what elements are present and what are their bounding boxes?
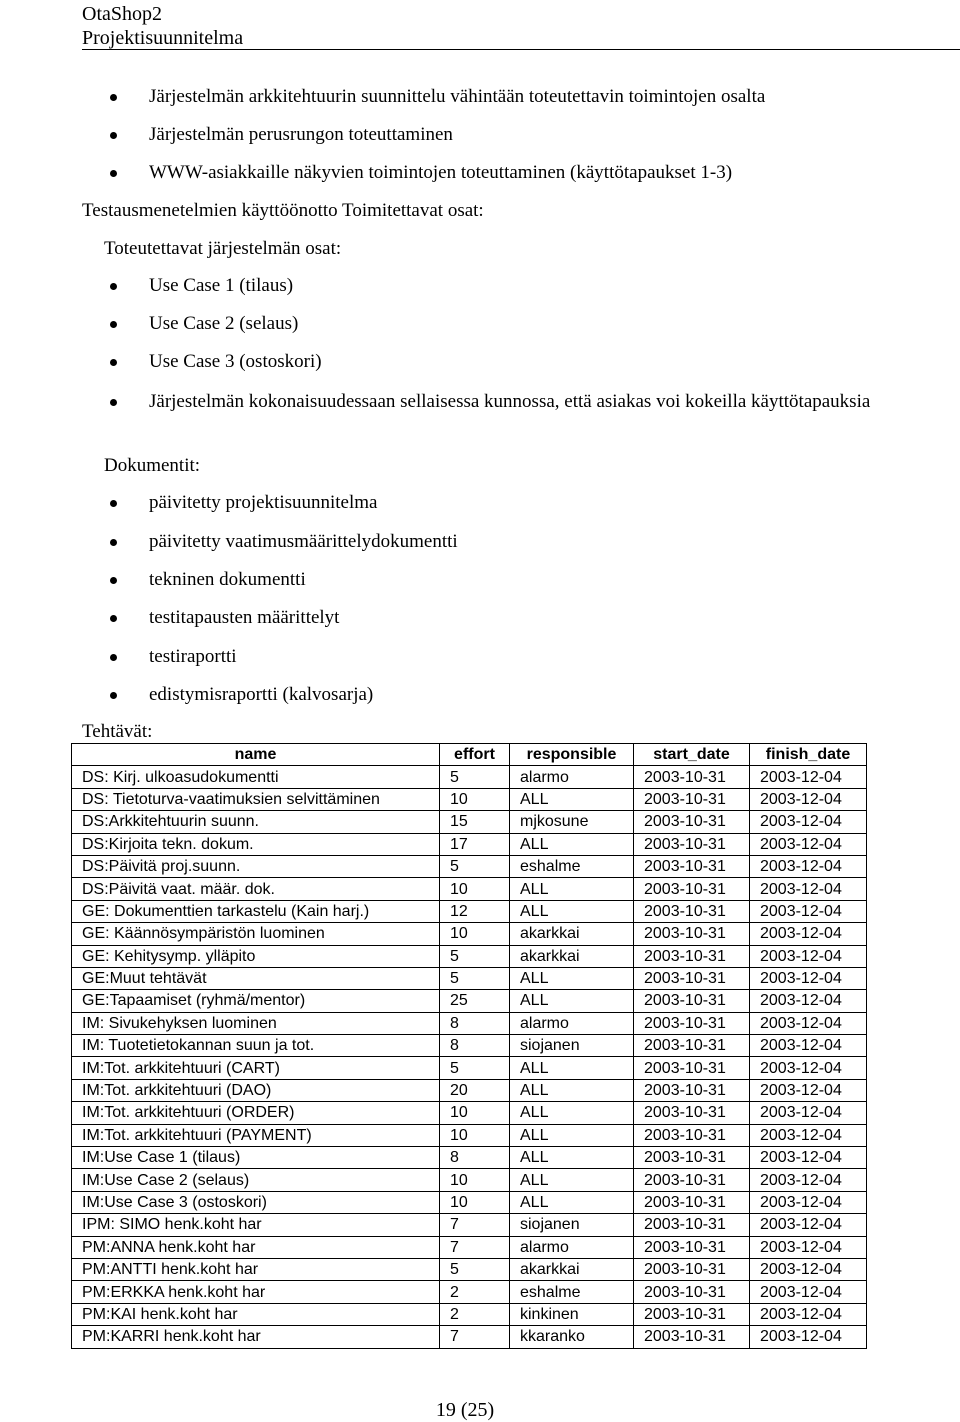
- table-row: [72, 1079, 867, 1101]
- cell-name: PM:ANTTI henk.koht har: [72, 1258, 440, 1280]
- list-item-text: Järjestelmän kokonaisuudessaan sellaisessa kunnossa, että asiakas voi kokeilla käyttötapauksia: [149, 391, 871, 412]
- table-row: [72, 1214, 867, 1236]
- cell-effort: 7: [440, 1214, 510, 1236]
- cell-start-date: 2003-10-31: [634, 945, 750, 967]
- cell-name: PM:KAI henk.koht har: [72, 1303, 440, 1325]
- cell-effort: 17: [440, 833, 510, 855]
- cell-name: PM:ERKKA henk.koht har: [72, 1281, 440, 1303]
- cell-name: IM:Use Case 3 (ostoskori): [72, 1191, 440, 1213]
- bullet-icon: [110, 359, 117, 366]
- cell-effort: 8: [440, 1012, 510, 1034]
- cell-effort: 25: [440, 990, 510, 1012]
- cell-responsible: kinkinen: [510, 1303, 634, 1325]
- table-row: [72, 1281, 867, 1303]
- cell-responsible: siojanen: [510, 1035, 634, 1057]
- cell-start-date: 2003-10-31: [634, 1326, 750, 1348]
- list-item-text: Use Case 2 (selaus): [149, 313, 299, 334]
- cell-responsible: ALL: [510, 788, 634, 810]
- cell-effort: 5: [440, 1258, 510, 1280]
- table-row: [72, 1303, 867, 1325]
- cell-name: IM:Tot. arkkitehtuuri (PAYMENT): [72, 1124, 440, 1146]
- cell-finish-date: 2003-12-04: [750, 1214, 867, 1236]
- cell-effort: 10: [440, 1169, 510, 1191]
- cell-responsible: ALL: [510, 1102, 634, 1124]
- cell-start-date: 2003-10-31: [634, 833, 750, 855]
- document-title: OtaShop2: [82, 3, 162, 25]
- cell-effort: 2: [440, 1303, 510, 1325]
- cell-effort: 5: [440, 967, 510, 989]
- table-row: [72, 1258, 867, 1280]
- cell-start-date: 2003-10-31: [634, 1191, 750, 1213]
- table-row: [72, 1169, 867, 1191]
- cell-finish-date: 2003-12-04: [750, 1303, 867, 1325]
- cell-finish-date: 2003-12-04: [750, 900, 867, 922]
- cell-start-date: 2003-10-31: [634, 1169, 750, 1191]
- list-item-text: testitapausten määrittelyt: [149, 607, 340, 628]
- cell-responsible: ALL: [510, 833, 634, 855]
- cell-responsible: ALL: [510, 1191, 634, 1213]
- bullet-icon: [110, 577, 117, 584]
- bullet-icon: [110, 94, 117, 101]
- table-row: [72, 811, 867, 833]
- cell-finish-date: 2003-12-04: [750, 788, 867, 810]
- table-row: [72, 855, 867, 877]
- cell-responsible: mjkosune: [510, 811, 634, 833]
- cell-name: DS: Kirj. ulkoasudokumentti: [72, 766, 440, 788]
- cell-effort: 7: [440, 1236, 510, 1258]
- cell-finish-date: 2003-12-04: [750, 766, 867, 788]
- cell-start-date: 2003-10-31: [634, 1258, 750, 1280]
- cell-responsible: ALL: [510, 990, 634, 1012]
- cell-responsible: eshalme: [510, 855, 634, 877]
- cell-start-date: 2003-10-31: [634, 1281, 750, 1303]
- cell-finish-date: 2003-12-04: [750, 1147, 867, 1169]
- cell-start-date: 2003-10-31: [634, 1012, 750, 1034]
- cell-name: GE: Käännösympäristön luominen: [72, 923, 440, 945]
- table-row: [72, 1326, 867, 1348]
- column-header-finish-date: finish_date: [750, 744, 867, 766]
- cell-start-date: 2003-10-31: [634, 923, 750, 945]
- cell-start-date: 2003-10-31: [634, 766, 750, 788]
- cell-start-date: 2003-10-31: [634, 1057, 750, 1079]
- cell-name: IM: Tuotetietokannan suun ja tot.: [72, 1035, 440, 1057]
- table-row: [72, 1057, 867, 1079]
- table-row: [72, 923, 867, 945]
- cell-responsible: akarkkai: [510, 945, 634, 967]
- cell-start-date: 2003-10-31: [634, 990, 750, 1012]
- cell-responsible: akarkkai: [510, 1258, 634, 1280]
- cell-start-date: 2003-10-31: [634, 1147, 750, 1169]
- cell-finish-date: 2003-12-04: [750, 1326, 867, 1348]
- bullet-icon: [110, 654, 117, 661]
- cell-responsible: alarmo: [510, 1012, 634, 1034]
- table-row: [72, 1147, 867, 1169]
- cell-start-date: 2003-10-31: [634, 878, 750, 900]
- cell-effort: 5: [440, 766, 510, 788]
- list-item-text: edistymisraportti (kalvosarja): [149, 684, 374, 705]
- table-row: [72, 833, 867, 855]
- cell-start-date: 2003-10-31: [634, 855, 750, 877]
- cell-responsible: kkaranko: [510, 1326, 634, 1348]
- cell-finish-date: 2003-12-04: [750, 1191, 867, 1213]
- cell-name: DS: Tietoturva-vaatimuksien selvittäminen: [72, 788, 440, 810]
- list-item-text: tekninen dokumentti: [149, 569, 306, 590]
- cell-effort: 10: [440, 1124, 510, 1146]
- cell-responsible: ALL: [510, 900, 634, 922]
- cell-name: DS:Päivitä vaat. määr. dok.: [72, 878, 440, 900]
- bullet-icon: [110, 615, 117, 622]
- cell-responsible: alarmo: [510, 1236, 634, 1258]
- cell-finish-date: 2003-12-04: [750, 811, 867, 833]
- column-header-effort: effort: [440, 744, 510, 766]
- cell-finish-date: 2003-12-04: [750, 1258, 867, 1280]
- cell-responsible: akarkkai: [510, 923, 634, 945]
- tasks-heading: Tehtävät:: [82, 721, 153, 742]
- cell-name: IPM: SIMO henk.koht har: [72, 1214, 440, 1236]
- page-number: 19 (25): [435, 1399, 495, 1421]
- table-row: [72, 945, 867, 967]
- cell-finish-date: 2003-12-04: [750, 878, 867, 900]
- list-item-text: päivitetty vaatimusmäärittelydokumentti: [149, 531, 458, 552]
- cell-effort: 15: [440, 811, 510, 833]
- table-row: [72, 766, 867, 788]
- cell-name: DS:Kirjoita tekn. dokum.: [72, 833, 440, 855]
- documents-heading: Dokumentit:: [104, 455, 201, 476]
- document-subtitle: Projektisuunnitelma: [82, 27, 244, 49]
- header-divider: [82, 49, 960, 50]
- cell-effort: 5: [440, 855, 510, 877]
- cell-name: IM: Sivukehyksen luominen: [72, 1012, 440, 1034]
- cell-finish-date: 2003-12-04: [750, 1236, 867, 1258]
- bullet-icon: [110, 170, 117, 177]
- implemented-parts-heading: Toteutettavat järjestelmän osat:: [104, 238, 342, 259]
- cell-name: IM:Tot. arkkitehtuuri (ORDER): [72, 1102, 440, 1124]
- cell-start-date: 2003-10-31: [634, 788, 750, 810]
- cell-start-date: 2003-10-31: [634, 1035, 750, 1057]
- cell-start-date: 2003-10-31: [634, 1102, 750, 1124]
- cell-responsible: ALL: [510, 967, 634, 989]
- list-item-text: testiraportti: [149, 646, 237, 667]
- cell-name: DS:Arkkitehtuurin suunn.: [72, 811, 440, 833]
- table-row: [72, 1012, 867, 1034]
- cell-start-date: 2003-10-31: [634, 967, 750, 989]
- cell-finish-date: 2003-12-04: [750, 1035, 867, 1057]
- cell-responsible: alarmo: [510, 766, 634, 788]
- table-row: [72, 1124, 867, 1146]
- cell-responsible: ALL: [510, 1147, 634, 1169]
- cell-effort: 20: [440, 1079, 510, 1101]
- table-header-row: [72, 744, 867, 766]
- table-row: [72, 878, 867, 900]
- cell-responsible: eshalme: [510, 1281, 634, 1303]
- cell-finish-date: 2003-12-04: [750, 1057, 867, 1079]
- cell-responsible: siojanen: [510, 1214, 634, 1236]
- list-item-text: WWW-asiakkaille näkyvien toimintojen toteuttaminen (käyttötapaukset 1-3): [149, 162, 733, 183]
- cell-finish-date: 2003-12-04: [750, 990, 867, 1012]
- cell-name: PM:ANNA henk.koht har: [72, 1236, 440, 1258]
- cell-name: DS:Päivitä proj.suunn.: [72, 855, 440, 877]
- table-row: [72, 967, 867, 989]
- cell-name: GE: Dokumenttien tarkastelu (Kain harj.): [72, 900, 440, 922]
- bullet-icon: [110, 399, 117, 406]
- table-row: [72, 1236, 867, 1258]
- cell-effort: 10: [440, 1102, 510, 1124]
- cell-finish-date: 2003-12-04: [750, 1169, 867, 1191]
- cell-finish-date: 2003-12-04: [750, 923, 867, 945]
- bullet-icon: [110, 321, 117, 328]
- table-row: [72, 900, 867, 922]
- cell-name: PM:KARRI henk.koht har: [72, 1326, 440, 1348]
- cell-finish-date: 2003-12-04: [750, 1124, 867, 1146]
- column-header-responsible: responsible: [510, 744, 634, 766]
- cell-responsible: ALL: [510, 878, 634, 900]
- cell-start-date: 2003-10-31: [634, 1236, 750, 1258]
- cell-finish-date: 2003-12-04: [750, 1012, 867, 1034]
- cell-responsible: ALL: [510, 1079, 634, 1101]
- table-body: [72, 766, 867, 1348]
- cell-effort: 8: [440, 1035, 510, 1057]
- cell-effort: 10: [440, 878, 510, 900]
- bullet-icon: [110, 500, 117, 507]
- cell-name: GE:Tapaamiset (ryhmä/mentor): [72, 990, 440, 1012]
- cell-start-date: 2003-10-31: [634, 1124, 750, 1146]
- list-item-text: päivitetty projektisuunnitelma: [149, 492, 378, 513]
- list-item-text: Järjestelmän arkkitehtuurin suunnittelu vähintään toteutettavin toimintojen osalta: [149, 86, 766, 107]
- bullet-icon: [110, 283, 117, 290]
- cell-name: IM:Use Case 1 (tilaus): [72, 1147, 440, 1169]
- cell-finish-date: 2003-12-04: [750, 833, 867, 855]
- cell-name: IM:Tot. arkkitehtuuri (DAO): [72, 1079, 440, 1101]
- list-item-text: Use Case 1 (tilaus): [149, 275, 294, 296]
- cell-finish-date: 2003-12-04: [750, 967, 867, 989]
- cell-effort: 2: [440, 1281, 510, 1303]
- cell-finish-date: 2003-12-04: [750, 1281, 867, 1303]
- cell-effort: 12: [440, 900, 510, 922]
- cell-effort: 8: [440, 1147, 510, 1169]
- cell-start-date: 2003-10-31: [634, 900, 750, 922]
- cell-effort: 10: [440, 923, 510, 945]
- page-header: [82, 2, 243, 50]
- bullet-icon: [110, 539, 117, 546]
- cell-name: GE: Kehitysymp. ylläpito: [72, 945, 440, 967]
- cell-finish-date: 2003-12-04: [750, 855, 867, 877]
- tasks-table: [71, 743, 867, 1349]
- cell-start-date: 2003-10-31: [634, 811, 750, 833]
- cell-name: IM:Use Case 2 (selaus): [72, 1169, 440, 1191]
- cell-name: IM:Tot. arkkitehtuuri (CART): [72, 1057, 440, 1079]
- cell-finish-date: 2003-12-04: [750, 1079, 867, 1101]
- cell-responsible: ALL: [510, 1057, 634, 1079]
- table-row: [72, 788, 867, 810]
- cell-responsible: ALL: [510, 1169, 634, 1191]
- column-header-name: name: [72, 744, 440, 766]
- cell-start-date: 2003-10-31: [634, 1079, 750, 1101]
- cell-responsible: ALL: [510, 1124, 634, 1146]
- cell-effort: 10: [440, 788, 510, 810]
- cell-start-date: 2003-10-31: [634, 1214, 750, 1236]
- cell-finish-date: 2003-12-04: [750, 1102, 867, 1124]
- list-item-text: Use Case 3 (ostoskori): [149, 351, 322, 372]
- cell-finish-date: 2003-12-04: [750, 945, 867, 967]
- testing-line: Testausmenetelmien käyttöönotto Toimitettavat osat:: [82, 200, 484, 221]
- cell-effort: 5: [440, 1057, 510, 1079]
- table-row: [72, 1035, 867, 1057]
- table-row: [72, 1191, 867, 1213]
- bullet-icon: [110, 132, 117, 139]
- table-row: [72, 1102, 867, 1124]
- list-item-text: Järjestelmän perusrungon toteuttaminen: [149, 124, 453, 145]
- cell-name: GE:Muut tehtävät: [72, 967, 440, 989]
- cell-effort: 7: [440, 1326, 510, 1348]
- cell-effort: 10: [440, 1191, 510, 1213]
- column-header-start-date: start_date: [634, 744, 750, 766]
- table-row: [72, 990, 867, 1012]
- cell-start-date: 2003-10-31: [634, 1303, 750, 1325]
- cell-effort: 5: [440, 945, 510, 967]
- bullet-icon: [110, 692, 117, 699]
